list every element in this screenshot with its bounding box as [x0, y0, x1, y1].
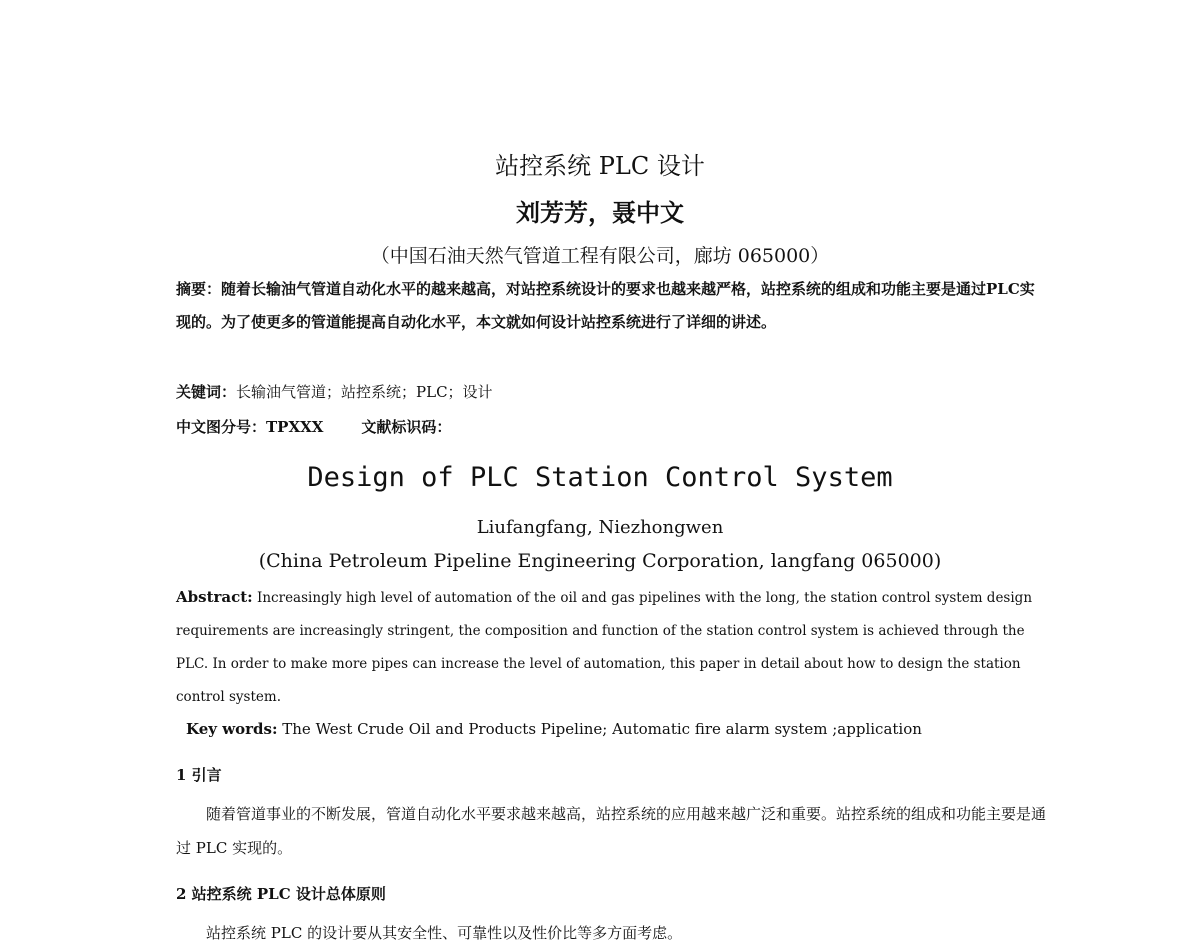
abstract-en-text: Increasingly high level of automation of the oil and gas pipelines with the long, the station control system design requirements are increasingly stringent, the composition and function of the station control system is achieved through the PLC. In order to make more pipes can increase the level of automation, this paper in detail about how to design the station control system. [176, 590, 1033, 705]
section-heading: 1 引言 [176, 766, 222, 784]
keywords-cn-label: 关键词： [176, 383, 237, 401]
affiliation-en: (China Petroleum Pipeline Engineering Corporation, langfang 065000) [258, 550, 942, 572]
keywords-cn-text: 长输油气管道；站控系统；PLC；设计 [236, 383, 493, 401]
abstract-cn [176, 273, 1046, 339]
section-paragraph: 随着管道事业的不断发展，管道自动化水平要求越来越高，站控系统的应用越来越广泛和重要。站控系统的组成和功能主要是通过 PLC 实现的。 [176, 805, 1047, 857]
section-paragraph: 站控系统 PLC 的设计要从其安全性、可靠性以及性价比等多方面考虑。 [206, 924, 683, 942]
keywords-en-text: The West Crude Oil and Products Pipeline; Automatic fire alarm system ;application [282, 720, 922, 738]
section-heading: 2 站控系统 PLC 设计总体原则 [176, 885, 386, 903]
section-body [176, 797, 1046, 865]
keywords-en [186, 720, 922, 738]
clc-value: TPXXX [266, 418, 324, 436]
clc-label: 中文图分号： [176, 418, 267, 436]
classification-cn [176, 416, 451, 437]
affiliation-cn: （中国石油天然气管道工程有限公司，廊坊 065000） [370, 245, 830, 267]
title-cn: 站控系统 PLC 设计 [495, 152, 705, 180]
section-body [176, 916, 1046, 950]
abstract-cn-text: 随着长输油气管道自动化水平的越来越高，对站控系统设计的要求也越来越严格，站控系统的组成和功能主要是通过PLC实现的。为了使更多的管道能提高自动化水平，本文就如何设计站控系统进行了详细的讲述。 [176, 280, 1035, 331]
doc-code-label: 文献标识码： [361, 418, 452, 436]
abstract-cn-label: 摘要： [176, 280, 222, 298]
authors-cn: 刘芳芳，聂中文 [516, 198, 684, 227]
abstract-en-label: Abstract: [176, 588, 253, 606]
authors-en: Liufangfang, Niezhongwen [476, 517, 724, 538]
abstract-en [176, 581, 1046, 714]
keywords-en-label: Key words: [186, 720, 278, 738]
title-en: Design of PLC Station Control System [307, 462, 893, 493]
keywords-cn [176, 381, 493, 402]
